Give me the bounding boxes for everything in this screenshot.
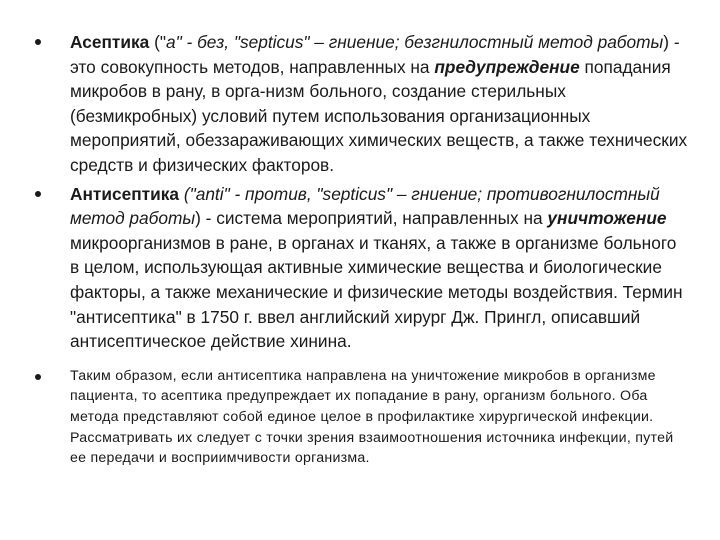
asepsis-term: Асептика xyxy=(70,32,150,52)
bullet-dot-icon xyxy=(35,374,41,380)
antisepsis-definition: микроорганизмов в ране, в органах и тканях, а также в организме больного в целом, использующая активные химические вещества и биологические факторы, а также механические и физические методы воздействия. Термин "антисептика" в 1750 г. ввел английский хирург Дж. Прингл, описавший антисептическое действие хинина. xyxy=(70,232,683,352)
asepsis-definition: попадания микробов в рану, в орга-низм больного, создание стерильных (безмикробных) условий путем использования организационных мероприятий, обеззараживающих химических веществ, а также технических средств и физических факторов. xyxy=(70,56,688,175)
asepsis-emphasis: предупреждение xyxy=(434,56,580,77)
summary-paragraph: Таким образом, если антисептика направлена на уничтожение микробов в организме пациента, то асептика предупреждает их попадание в рану, организм больного. Оба метода представляют собой единое целое в профилактике хирургической инфекции. Рассматривать их следует с точки зрения взаимоотношения источника инфекции, путей ее передачи и восприимчивости организма. xyxy=(70,367,674,467)
antisepsis-etymology: ("anti" - против, "septicus" – гниение; противогнилостный метод работы xyxy=(70,183,660,229)
bullet-dot-icon xyxy=(35,191,41,197)
bullet-list xyxy=(30,30,690,469)
antisepsis-term: Антисептика xyxy=(70,183,180,204)
antisepsis-emphasis: уничтожение xyxy=(547,208,667,229)
antisepsis-etym-close: ) - система мероприятий, направленных на xyxy=(195,208,548,229)
antisepsis-paragraph xyxy=(70,182,690,354)
asepsis-paragraph xyxy=(70,30,690,178)
asepsis-etym-close: ) - это совокупность методов, направленных на xyxy=(70,32,680,77)
bullet-dot-icon xyxy=(35,39,41,45)
bullet-summary xyxy=(30,366,690,469)
asepsis-etym-open: (" xyxy=(149,32,166,52)
asepsis-etymology: а" - без, "septicus" – гниение; безгнилостный метод работы xyxy=(165,32,664,52)
bullet-asepsis xyxy=(30,30,690,178)
bullet-antisepsis xyxy=(30,182,690,354)
